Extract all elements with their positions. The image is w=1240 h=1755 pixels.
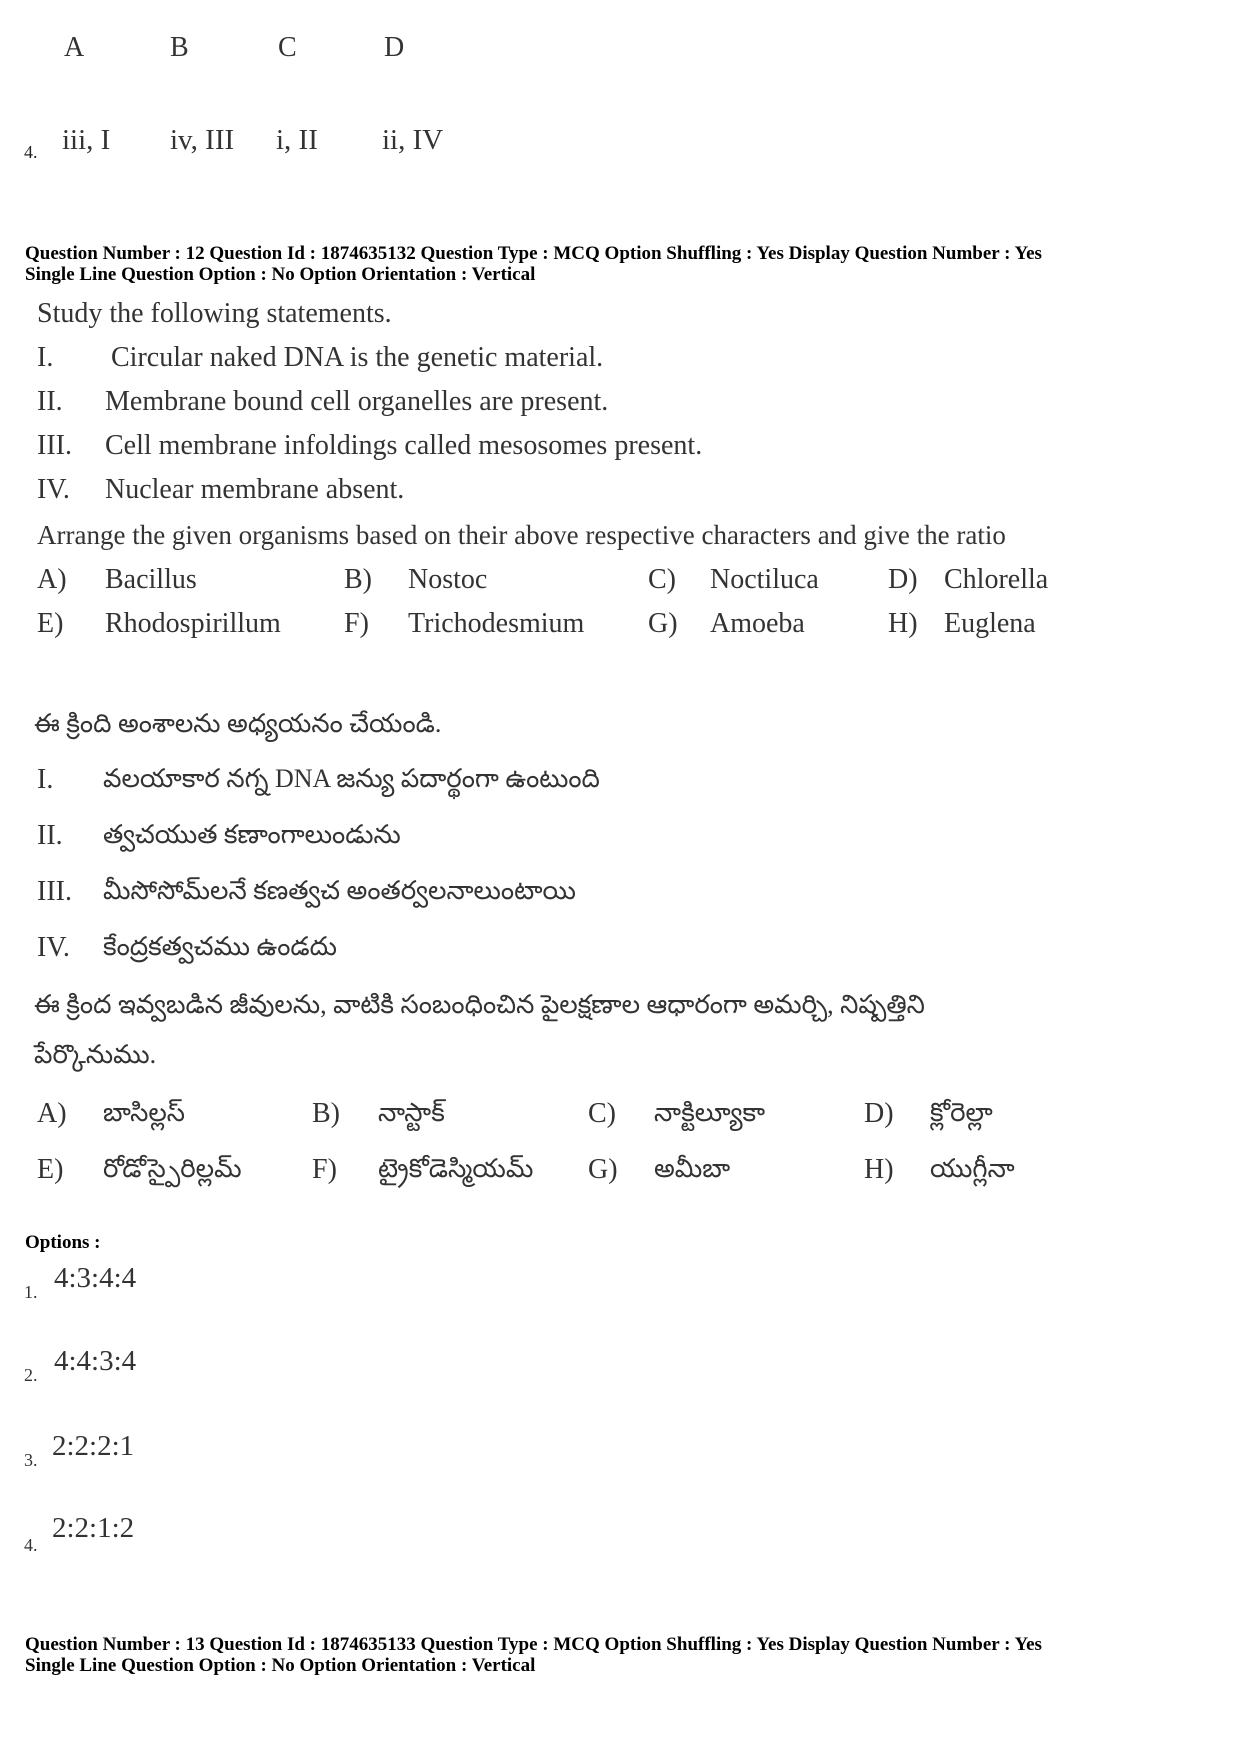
organism-label: A) [37, 564, 67, 595]
organism-name: Nostoc [408, 564, 488, 595]
option-value-c: i, II [276, 124, 318, 156]
statement-text: మీసోసోమ్‌లనే కణత్వచ అంతర్వలనాలుంటాయి [103, 876, 576, 905]
organism-name: Trichodesmium [408, 608, 585, 639]
organism-name: నాక్టిల్యూకా [654, 1098, 766, 1127]
organism-label: E) [37, 1154, 64, 1185]
organism-label: C) [588, 1098, 616, 1129]
organism-label: B) [344, 564, 372, 595]
column-header-c: C [278, 32, 297, 63]
organism-name: Rhodospirillum [105, 608, 281, 639]
statement-text: Cell membrane infoldings called mesosomes present. [105, 430, 703, 461]
statement-text: Circular naked DNA is the genetic material. [111, 342, 604, 373]
organism-label: E) [37, 608, 64, 639]
column-header-d: D [384, 32, 405, 63]
option-number: 1. [24, 1282, 38, 1302]
statement-number: III. [37, 876, 72, 907]
statement-number: II. [37, 820, 63, 851]
meta-line-2: Single Line Question Option : No Option Orientation : Vertical [25, 264, 536, 285]
option-value-a: iii, I [62, 124, 111, 156]
statement-text: Membrane bound cell organelles are present. [105, 386, 609, 417]
telugu-instruction-line-2: పేర్కొనుము. [34, 1040, 157, 1069]
statement-number: II. [37, 386, 63, 417]
english-intro: Study the following statements. [37, 298, 392, 329]
organism-label: D) [888, 564, 918, 595]
option-value: 2:2:2:1 [52, 1430, 135, 1462]
meta-line-1: Question Number : 13 Question Id : 1874635133 Question Type : MCQ Option Shuffling : Yes Display Question Number : Yes [25, 1634, 1042, 1655]
english-instruction: Arrange the given organisms based on their above respective characters and give the ratio [37, 520, 1006, 550]
statement-number: IV. [37, 474, 70, 505]
statement-text: కేంద్రకత్వచము ఉండదు [103, 932, 337, 961]
options-label: Options : [25, 1232, 101, 1253]
organism-label: G) [588, 1154, 618, 1185]
statement-text: త్వచయుత కణాంగాలుండును [103, 820, 401, 849]
option-number: 2. [24, 1365, 38, 1385]
organism-name: రోడోస్పైరిల్లమ్ [103, 1154, 242, 1183]
option-value: 4:4:3:4 [54, 1345, 137, 1377]
option-value-d: ii, IV [382, 124, 444, 156]
organism-label: F) [312, 1154, 337, 1185]
organism-label: A) [37, 1098, 67, 1129]
statement-number: I. [37, 342, 54, 373]
meta-line-2: Single Line Question Option : No Option Orientation : Vertical [25, 1655, 536, 1676]
organism-label: H) [864, 1154, 894, 1185]
option-number: 4. [24, 142, 38, 162]
organism-label: C) [648, 564, 676, 595]
organism-name: నాస్టాక్ [378, 1098, 445, 1127]
organism-name: బాసిల్లస్ [103, 1098, 186, 1127]
organism-label: D) [864, 1098, 894, 1129]
option-value: 2:2:1:2 [52, 1512, 135, 1544]
statement-number: III. [37, 430, 72, 461]
option-number: 3. [24, 1450, 38, 1470]
organism-name: ట్రైకోడెస్మియమ్ [378, 1154, 534, 1183]
organism-name: Euglena [944, 608, 1036, 639]
organism-label: B) [312, 1098, 340, 1129]
organism-name: క్లోరెల్లా [930, 1098, 993, 1127]
statement-number: I. [37, 764, 54, 795]
organism-name: యుగ్లీనా [930, 1154, 1015, 1183]
option-value: 4:3:4:4 [54, 1262, 137, 1294]
organism-label: G) [648, 608, 678, 639]
organism-label: H) [888, 608, 918, 639]
organism-name: Chlorella [944, 564, 1049, 595]
statement-number: IV. [37, 932, 70, 963]
organism-name: Bacillus [105, 564, 197, 595]
organism-name: Amoeba [710, 608, 805, 639]
column-header-a: A [64, 32, 85, 63]
organism-label: F) [344, 608, 369, 639]
organism-name: అమీబా [654, 1154, 731, 1183]
option-number: 4. [24, 1535, 38, 1555]
meta-line-1: Question Number : 12 Question Id : 1874635132 Question Type : MCQ Option Shuffling : Yes Display Question Number : Yes [25, 243, 1042, 264]
option-value-b: iv, III [170, 124, 235, 156]
statement-text: వలయాకార నగ్న DNA జన్యు పదార్థంగా ఉంటుంది [103, 764, 600, 793]
telugu-instruction-line-1: ఈ క్రింద ఇవ్వబడిన జీవులను, వాటికి సంబంధించిన పైలక్షణాల ఆధారంగా అమర్చి, నిష్పత్తిని [34, 990, 925, 1019]
column-header-b: B [170, 32, 189, 63]
telugu-intro: ఈ క్రింది అంశాలను అధ్యయనం చేయండి. [34, 709, 442, 738]
statement-text: Nuclear membrane absent. [105, 474, 405, 505]
organism-name: Noctiluca [710, 564, 819, 595]
